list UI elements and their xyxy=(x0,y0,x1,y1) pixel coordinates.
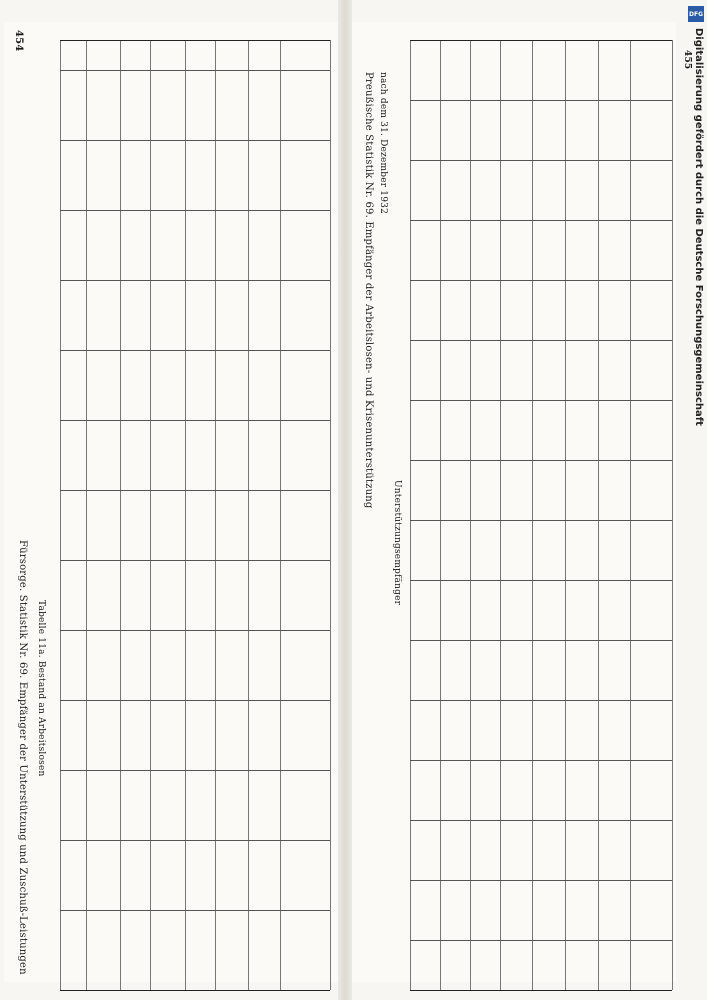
table-row-rule xyxy=(60,210,330,211)
table-row-rule xyxy=(410,520,672,521)
table-row-rule xyxy=(60,630,330,631)
table-row-rule xyxy=(60,40,330,41)
table-row-rule xyxy=(60,910,330,911)
table-row-rule xyxy=(410,400,672,401)
table-column-rule xyxy=(60,40,61,990)
table-row-rule xyxy=(410,100,672,101)
table-column-rule xyxy=(86,40,87,990)
left-page-number: 454 xyxy=(13,30,24,52)
dfg-watermark: Digitalisierung gefördert durch die Deutsche Forschungsgemeinschaft xyxy=(693,28,704,426)
table-row-rule xyxy=(60,280,330,281)
table-column-rule xyxy=(280,40,281,990)
table-row-rule xyxy=(60,840,330,841)
table-row-rule xyxy=(410,820,672,821)
left-page-header: Fürsorge. Statistik Nr. 69. Empfänger der Unterstützung und Zuschuß-Leistungen xyxy=(17,540,28,975)
table-row-rule xyxy=(410,220,672,221)
right-page-header: Preußische Statistik Nr. 69. Empfänger der Arbeitslosen- und Krisenunterstützung xyxy=(363,72,374,509)
table-row-rule xyxy=(410,340,672,341)
table-row-rule xyxy=(60,770,330,771)
table-row-rule xyxy=(60,140,330,141)
table-column-rule xyxy=(630,40,631,990)
table-column-rule xyxy=(470,40,471,990)
table-row-rule xyxy=(60,560,330,561)
table-row-rule xyxy=(60,490,330,491)
table-column-rule xyxy=(598,40,599,990)
table-row-rule xyxy=(60,420,330,421)
table-column-rule xyxy=(440,40,441,990)
table-row-rule xyxy=(410,40,672,41)
right-page-section-label: Unterstützungsempfänger xyxy=(392,480,402,606)
table-row-rule xyxy=(410,160,672,161)
book-gutter xyxy=(338,0,352,1000)
table-column-rule xyxy=(532,40,533,990)
table-row-rule xyxy=(60,350,330,351)
table-row-rule xyxy=(410,760,672,761)
table-row-rule xyxy=(60,70,330,71)
left-page xyxy=(4,22,345,982)
table-column-rule xyxy=(565,40,566,990)
table-row-rule xyxy=(410,990,672,991)
table-column-rule xyxy=(150,40,151,990)
table-row-rule xyxy=(410,700,672,701)
right-page-subheader: nach dem 31. Dezember 1932 xyxy=(378,72,388,215)
table-row-rule xyxy=(410,580,672,581)
table-row-rule xyxy=(60,700,330,701)
table-column-rule xyxy=(248,40,249,990)
table-column-rule xyxy=(410,40,411,990)
table-row-rule xyxy=(410,640,672,641)
table-row-rule xyxy=(410,280,672,281)
table-row-rule xyxy=(410,880,672,881)
left-page-subheader: Tabelle 11a. Bestand an Arbeitslosen xyxy=(36,600,46,777)
table-row-rule xyxy=(60,990,330,991)
table-column-rule xyxy=(672,40,673,990)
table-column-rule xyxy=(185,40,186,990)
right-page-number: 455 xyxy=(682,50,692,70)
dfg-logo-icon: DFG xyxy=(688,6,704,22)
table-column-rule xyxy=(120,40,121,990)
table-column-rule xyxy=(500,40,501,990)
table-row-rule xyxy=(410,940,672,941)
table-column-rule xyxy=(215,40,216,990)
table-column-rule xyxy=(330,40,331,990)
table-row-rule xyxy=(410,460,672,461)
